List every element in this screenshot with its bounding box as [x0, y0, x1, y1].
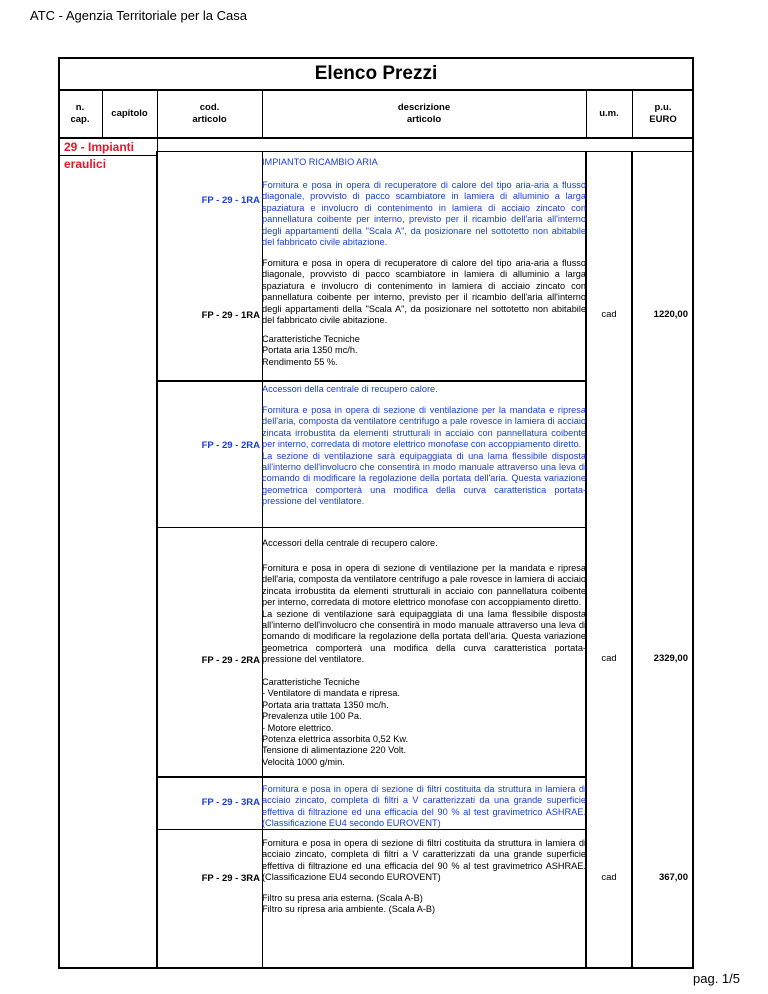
organization-header: ATC - Agenzia Territoriale per la Casa: [30, 8, 248, 23]
col-divider: [632, 91, 633, 139]
section-title: 29 - Impianti eraulici: [58, 139, 157, 156]
article-code: FP - 29 - 2RA: [201, 440, 260, 451]
row-heading: Accessori della centrale di recupero calore.: [262, 384, 438, 394]
col-divider: [262, 91, 263, 139]
article-description: Fornitura e posa in opera di recuperatore di calore del tipo aria-aria a flusso diagonale, provvisto di pacco scambiatore in lamiera di alluminio a larga spaziatura e involucro di contenimento in lamiera di acciaio zincato con pannellatura coibente per interno, previsto per il ricambio dell'aria all'interno degli appartamenti della "Scala A", da posizionare nel sottotetto non abitabile del fabbricato civile abitazione.: [262, 180, 586, 248]
article-code: FP - 29 - 1RA: [201, 310, 260, 321]
unit-price: 1220,00: [653, 309, 688, 320]
row-divider: [157, 776, 586, 778]
col-divider: [586, 91, 587, 139]
unit-of-measure: cad: [601, 309, 617, 320]
header-pu: p.u. EURO: [632, 91, 694, 139]
article-description: Fornitura e posa in opera di sezione di ventilazione per la mandata e ripresa dell'aria, composta da ventilatore centrifugo a pale rovesce in lamiera di acciaio zincata irrobustita da elementi strutturali in acciaio con pannellatura coibente per interno, corredata di motore elettrico monofase con accoppiamento diretto. La sezione di ventilazione sarà equipaggiata di una lama flessibile disposta all'interno dell'involucro che consentirà in modo manuale attraverso una leva di comando di modificare la regolazione della portata dell'aria. Questa variazione geometrica comporterà una modifica della curva caratteristica portata-pressione del ventilatore.: [262, 563, 586, 665]
page-number: pag. 1/5: [693, 971, 740, 986]
article-code: FP - 29 - 1RA: [201, 195, 260, 206]
article-description: Fornitura e posa in opera di sezione di filtri costituita da struttura in lamiera di acciaio zincato, completa di filtri a V caratterizzati da una grande superficie effettiva di filtrazione ed una efficacia del 90 % al test gravimetrico ASHRAE. (Classificazione EU4 secondo EUROVENT): [262, 838, 586, 883]
article-description: Fornitura e posa in opera di sezione di ventilazione per la mandata e ripresa dell'aria, composta da ventilatore centrifugo a pale rovesce in lamiera di acciaio zincata irrobustita da elementi strutturali in acciaio con pannellatura coibente per interno, corredata di motore elettrico monofase con accoppiamento diretto. La sezione di ventilazione sarà equipaggiata di una lama flessibile disposta all'interno dell'involucro che consentirà in modo manuale attraverso una leva di comando di modificare la regolazione della portata dell'aria. Questa variazione geometrica comporterà una modifica della curva caratteristica portata-pressione del ventilatore.: [262, 405, 586, 507]
article-description: Fornitura e posa in opera di sezione di filtri costituita da struttura in lamiera di acciaio zincato, completa di filtri a V caratterizzati da una grande superficie effettiva di filtrazione ed una efficacia del 90 % al test gravimetrico ASHRAE. (Classificazione EU4 secondo EUROVENT): [262, 784, 586, 829]
article-code: FP - 29 - 3RA: [201, 873, 260, 884]
header-capitolo: capitolo: [102, 91, 157, 139]
col-divider: [157, 91, 158, 139]
article-specs: Caratteristiche Tecniche - Ventilatore di mandata e ripresa. Portata aria trattata 1350 mc/h. Prevalenza utile 100 Pa. - Motore elettrico. Potenza elettrica assorbita 0,52 Kw. Tensione di alimentazione 220 Volt. Velocità 1000 g/min.: [262, 677, 409, 767]
article-code: FP - 29 - 3RA: [201, 797, 260, 808]
col-divider: [102, 91, 103, 139]
row-heading: Accessori della centrale di recupero calore.: [262, 538, 438, 548]
header-descrizione: descrizione articolo: [262, 91, 586, 139]
unit-price: 367,00: [658, 872, 688, 883]
row-divider: [157, 527, 586, 528]
col-divider: [156, 151, 158, 969]
row-divider: [157, 380, 586, 382]
article-code: FP - 29 - 2RA: [201, 655, 260, 666]
article-specs: Filtro su presa aria esterna. (Scala A-B) Filtro su ripresa aria ambiente. (Scala A-B): [262, 893, 436, 915]
article-specs: Caratteristiche Tecniche Portata aria 1350 mc/h. Rendimento 55 %.: [262, 334, 360, 367]
header-um: u.m.: [586, 91, 632, 139]
table-title: Elenco Prezzi: [58, 57, 694, 91]
col-divider: [631, 151, 633, 969]
row-heading: IMPIANTO RICAMBIO ARIA: [262, 157, 378, 167]
unit-of-measure: cad: [601, 872, 617, 883]
header-cod-articolo: cod. articolo: [157, 91, 262, 139]
row-divider: [157, 151, 694, 152]
unit-of-measure: cad: [601, 653, 617, 664]
header-n-cap: n. cap.: [58, 91, 102, 139]
article-description: Fornitura e posa in opera di recuperatore di calore del tipo aria-aria a flusso diagonale, provvisto di pacco scambiatore in lamiera di alluminio a larga spaziatura e involucro di contenimento in lamiera di acciaio zincato con pannellatura coibente per interno, previsto per il ricambio dell'aria all'interno degli appartamenti della "Scala A", da posizionare nel sottotetto non abitabile del fabbricato civile abitazione.: [262, 258, 586, 326]
unit-price: 2329,00: [653, 653, 688, 664]
